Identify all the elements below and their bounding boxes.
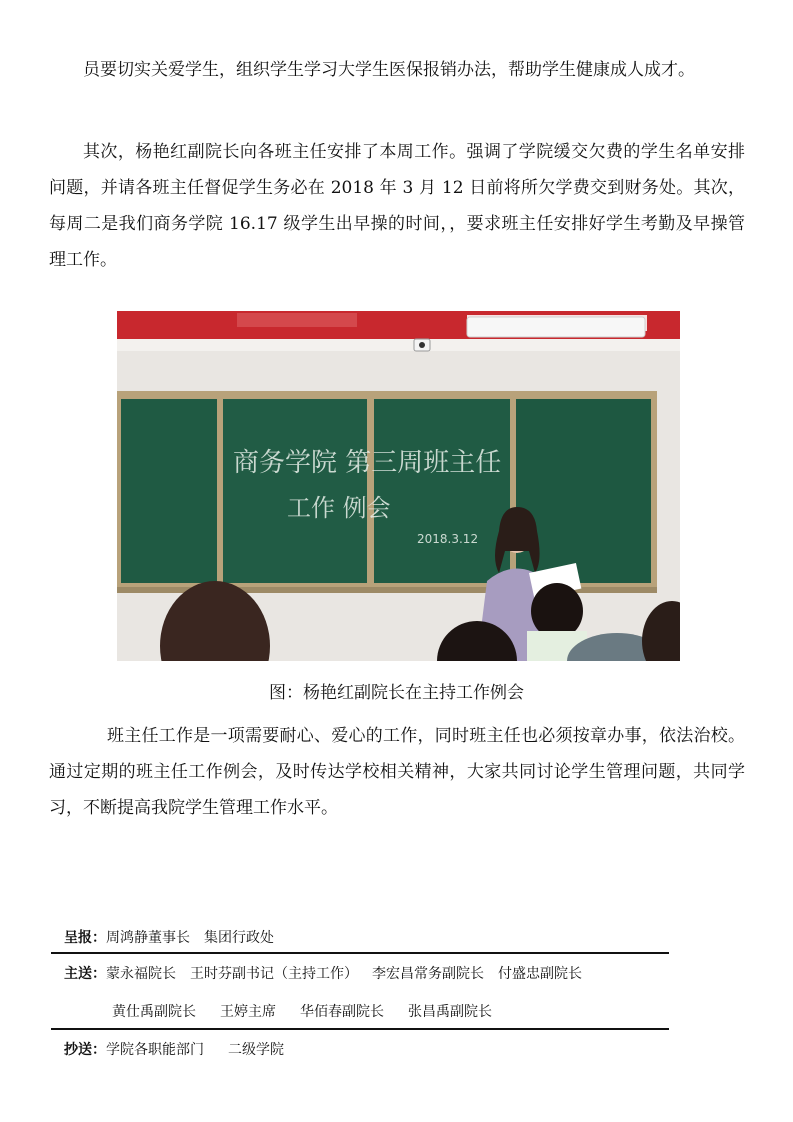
chaosong-recipient: 二级学院 (228, 1042, 284, 1058)
zhusong-recipient: 王婷主席 (220, 1004, 276, 1020)
chaosong-recipient: 学院各职能部门 (106, 1042, 204, 1058)
chengbao-recipient: 集团行政处 (204, 930, 274, 946)
chengbao-line (64, 926, 274, 950)
zhusong-recipient: 王时芬副书记（主持工作） (190, 966, 358, 982)
divider-line (51, 952, 669, 954)
paragraph-3: 班主任工作是一项需要耐心、爱心的工作，同时班主任也必须按章办事，依法治校。通过定期的班主任工作例会，及时传达学校相关精神，大家共同讨论学生管理问题，共同学习，不断提高我院学生管理工作水平。 (49, 726, 745, 818)
chaosong-label: 抄送： (64, 1042, 106, 1058)
zhusong-recipient: 李宏昌常务副院长 (372, 966, 484, 982)
zhusong-recipient: 付盛忠副院长 (498, 966, 582, 982)
chaosong-line (64, 1038, 284, 1062)
photo-caption: 图：杨艳红副院长在主持工作例会 (269, 683, 524, 703)
air-conditioner (467, 317, 645, 337)
audience-head (531, 583, 583, 639)
board-date: 2018.3.12 (417, 532, 479, 546)
zhusong-recipient: 蒙永福院长 (106, 966, 176, 982)
board-text-line1: 商务学院 第三周班主任 (233, 448, 502, 478)
chengbao-recipient: 周鸿静董事长 (106, 930, 190, 946)
zhusong-recipient: 张昌禹副院长 (408, 1004, 492, 1020)
chengbao-label: 呈报： (64, 930, 106, 946)
zhusong-label: 主送： (64, 966, 106, 982)
zhusong-line-2 (112, 1000, 492, 1024)
paragraph-1: 员要切实关爱学生，组织学生学习大学生医保报销办法，帮助学生健康成人成才。 (83, 60, 695, 80)
zhusong-recipient: 华佰春副院长 (300, 1004, 384, 1020)
zhusong-recipient: 黄仕禹副院长 (112, 1004, 196, 1020)
board-text-line2: 工作 例会 (287, 494, 391, 522)
paragraph-2: 其次，杨艳红副院长向各班主任安排了本周工作。强调了学院缓交欠费的学生名单安排问题，并请各班主任督促学生务必在 2018 年 3 月 12 日前将所欠学费交到财务处。其次，每周二是我们商务学院 16.17 级学生出早操的时间，，要求班主任安排好学生考勤及早操管理工作。 (49, 142, 745, 270)
meeting-photo (117, 311, 680, 661)
zhusong-line-1 (64, 962, 582, 986)
divider-line (51, 1028, 669, 1030)
meeting-photo-drawing (117, 311, 680, 661)
